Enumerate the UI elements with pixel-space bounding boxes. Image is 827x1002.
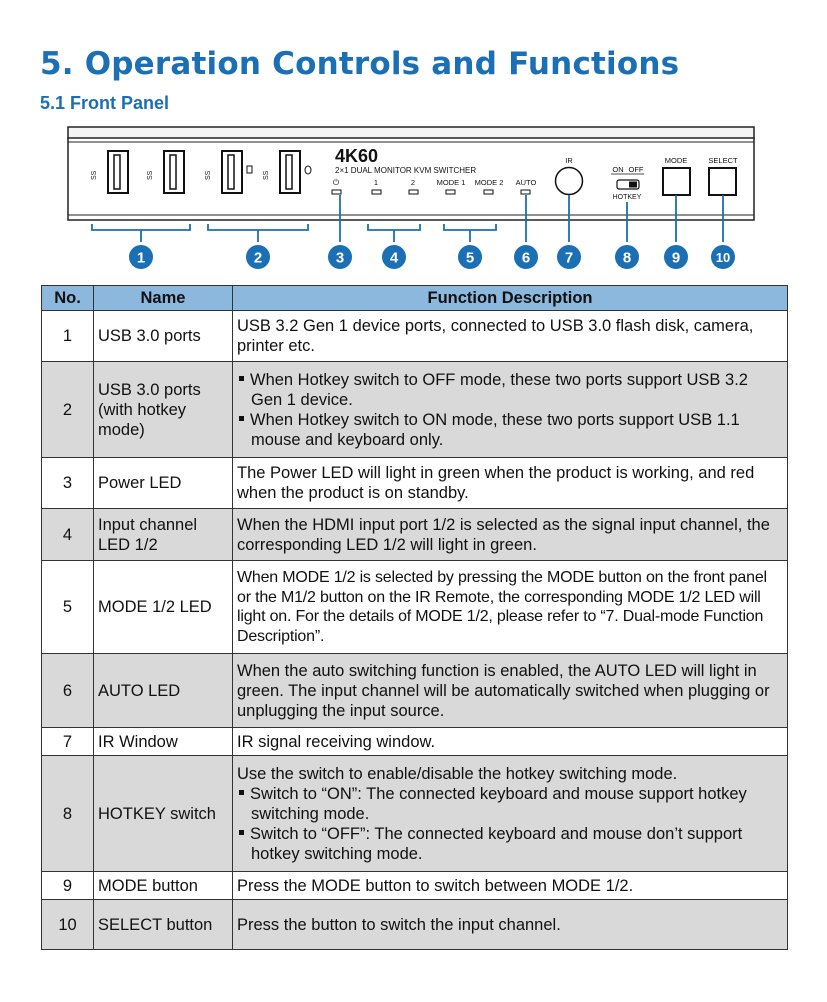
- mode1-led: [446, 190, 455, 194]
- row-name: Power LED: [94, 458, 233, 509]
- svg-text:6: 6: [521, 249, 531, 267]
- table-header-row: [42, 286, 788, 311]
- svg-text:SELECT: SELECT: [708, 156, 738, 165]
- table-row: [42, 362, 788, 458]
- svg-text:SS: SS: [263, 170, 270, 180]
- row-description: Press the MODE button to switch between MODE 1/2.: [233, 872, 788, 900]
- row-name: MODE 1/2 LED: [94, 561, 233, 654]
- row-description: USB 3.2 Gen 1 device ports, connected to USB 3.0 flash disk, camera, printer etc.: [233, 311, 788, 362]
- table-row: [42, 872, 788, 900]
- row-number: 2: [42, 362, 94, 458]
- svg-text:SS: SS: [147, 170, 154, 180]
- svg-text:HOTKEY: HOTKEY: [612, 194, 642, 201]
- front-panel-diagram: [60, 124, 760, 274]
- table-row: [42, 458, 788, 509]
- row-number: 10: [42, 900, 94, 950]
- callout-10: [711, 245, 735, 269]
- bullet-item: Switch to “ON”: The connected keyboard and mouse support hotkey switching mode.: [237, 784, 783, 824]
- device-top-edge: [68, 127, 754, 139]
- bullet-item: When Hotkey switch to ON mode, these two ports support USB 1.1 mouse and keyboard only.: [237, 410, 783, 450]
- row-number: 5: [42, 561, 94, 654]
- hotkey-intro: Use the switch to enable/disable the hotkey switching mode.: [237, 764, 678, 783]
- svg-text:SS: SS: [91, 170, 98, 180]
- svg-text:MODE 2: MODE 2: [474, 178, 504, 187]
- callout-3: [328, 245, 352, 269]
- power-led: [332, 190, 341, 194]
- section-heading: 5. Operation Controls and Functions: [40, 46, 680, 82]
- table-row: [42, 756, 788, 872]
- callout-1: [129, 245, 153, 269]
- callout-5: [458, 245, 482, 269]
- svg-text:IR: IR: [565, 156, 573, 165]
- row-name: IR Window: [94, 728, 233, 756]
- svg-text:7: 7: [564, 249, 574, 267]
- row-number: 9: [42, 872, 94, 900]
- select-button: [709, 168, 736, 195]
- table-row: [42, 311, 788, 362]
- row-name: USB 3.0 ports (with hotkey mode): [94, 362, 233, 458]
- row-description: IR signal receiving window.: [233, 728, 788, 756]
- row-description: [233, 362, 788, 458]
- bullet-item: Switch to “OFF”: The connected keyboard and mouse don’t support hotkey switching mode.: [237, 824, 783, 864]
- row-description: Press the button to switch the input channel.: [233, 900, 788, 950]
- svg-text:4: 4: [389, 249, 399, 267]
- hotkey-switch-knob: [629, 182, 637, 188]
- row-name: HOTKEY switch: [94, 756, 233, 872]
- callout-4: [382, 245, 406, 269]
- table-row: [42, 561, 788, 654]
- header-description: Function Description: [233, 286, 788, 311]
- row-description: [233, 756, 788, 872]
- svg-text:MODE: MODE: [664, 156, 688, 165]
- header-no: No.: [42, 286, 94, 311]
- row-name: USB 3.0 ports: [94, 311, 233, 362]
- svg-text:2: 2: [410, 178, 416, 187]
- svg-text:OFF: OFF: [628, 165, 644, 174]
- row-name: SELECT button: [94, 900, 233, 950]
- svg-text:9: 9: [671, 249, 681, 267]
- svg-text:2: 2: [253, 249, 263, 267]
- svg-text:SS: SS: [205, 170, 212, 180]
- keyboard-icon: [247, 166, 252, 173]
- svg-text:AUTO: AUTO: [515, 178, 537, 187]
- table-row: [42, 654, 788, 728]
- callout-6: [514, 245, 538, 269]
- row-number: 8: [42, 756, 94, 872]
- auto-led: [521, 190, 530, 194]
- header-name: Name: [94, 286, 233, 311]
- svg-text:10: 10: [715, 250, 731, 265]
- brand-logo: 4K60: [335, 146, 379, 166]
- svg-text:5: 5: [465, 249, 475, 267]
- row-number: 6: [42, 654, 94, 728]
- input-led-2: [409, 190, 418, 194]
- svg-text:3: 3: [335, 249, 345, 267]
- table-row: [42, 900, 788, 950]
- mouse-icon: [305, 166, 311, 174]
- callout-8: [615, 245, 639, 269]
- function-table: [41, 285, 788, 950]
- row-description: When the auto switching function is enabled, the AUTO LED will light in green. The input channel will be automatically switched when plugging or unplugging the input source.: [233, 654, 788, 728]
- input-led-1: [372, 190, 381, 194]
- row-number: 1: [42, 311, 94, 362]
- power-icon: ⏻: [332, 178, 340, 187]
- svg-text:8: 8: [622, 249, 632, 267]
- mode-button: [663, 168, 690, 195]
- row-name: MODE button: [94, 872, 233, 900]
- ir-window: [556, 168, 583, 195]
- table-row: [42, 509, 788, 561]
- mode2-led: [484, 190, 493, 194]
- callout-9: [664, 245, 688, 269]
- callout-7: [557, 245, 581, 269]
- row-description: When MODE 1/2 is selected by pressing the MODE button on the front panel or the M1/2 button on the IR Remote, the corresponding MODE 1/2 LED will light on. For the details of MODE 1/2, please refer to “7. Dual-mode Function Description”.: [233, 561, 788, 654]
- svg-text:ON: ON: [612, 165, 624, 174]
- row-name: Input channel LED 1/2: [94, 509, 233, 561]
- callout-2: [246, 245, 270, 269]
- model-name: 2×1 DUAL MONITOR KVM SWITCHER: [335, 166, 477, 175]
- row-number: 4: [42, 509, 94, 561]
- row-description: When the HDMI input port 1/2 is selected as the signal input channel, the corresponding LED 1/2 will light in green.: [233, 509, 788, 561]
- svg-text:1: 1: [136, 249, 146, 267]
- table-row: [42, 728, 788, 756]
- svg-text:1: 1: [373, 178, 379, 187]
- row-number: 7: [42, 728, 94, 756]
- subsection-heading: 5.1 Front Panel: [40, 93, 170, 113]
- row-name: AUTO LED: [94, 654, 233, 728]
- row-number: 3: [42, 458, 94, 509]
- row-description: The Power LED will light in green when the product is working, and red when the product is on standby.: [233, 458, 788, 509]
- bullet-item: When Hotkey switch to OFF mode, these two ports support USB 3.2 Gen 1 device.: [237, 370, 783, 410]
- svg-text:MODE 1: MODE 1: [436, 178, 466, 187]
